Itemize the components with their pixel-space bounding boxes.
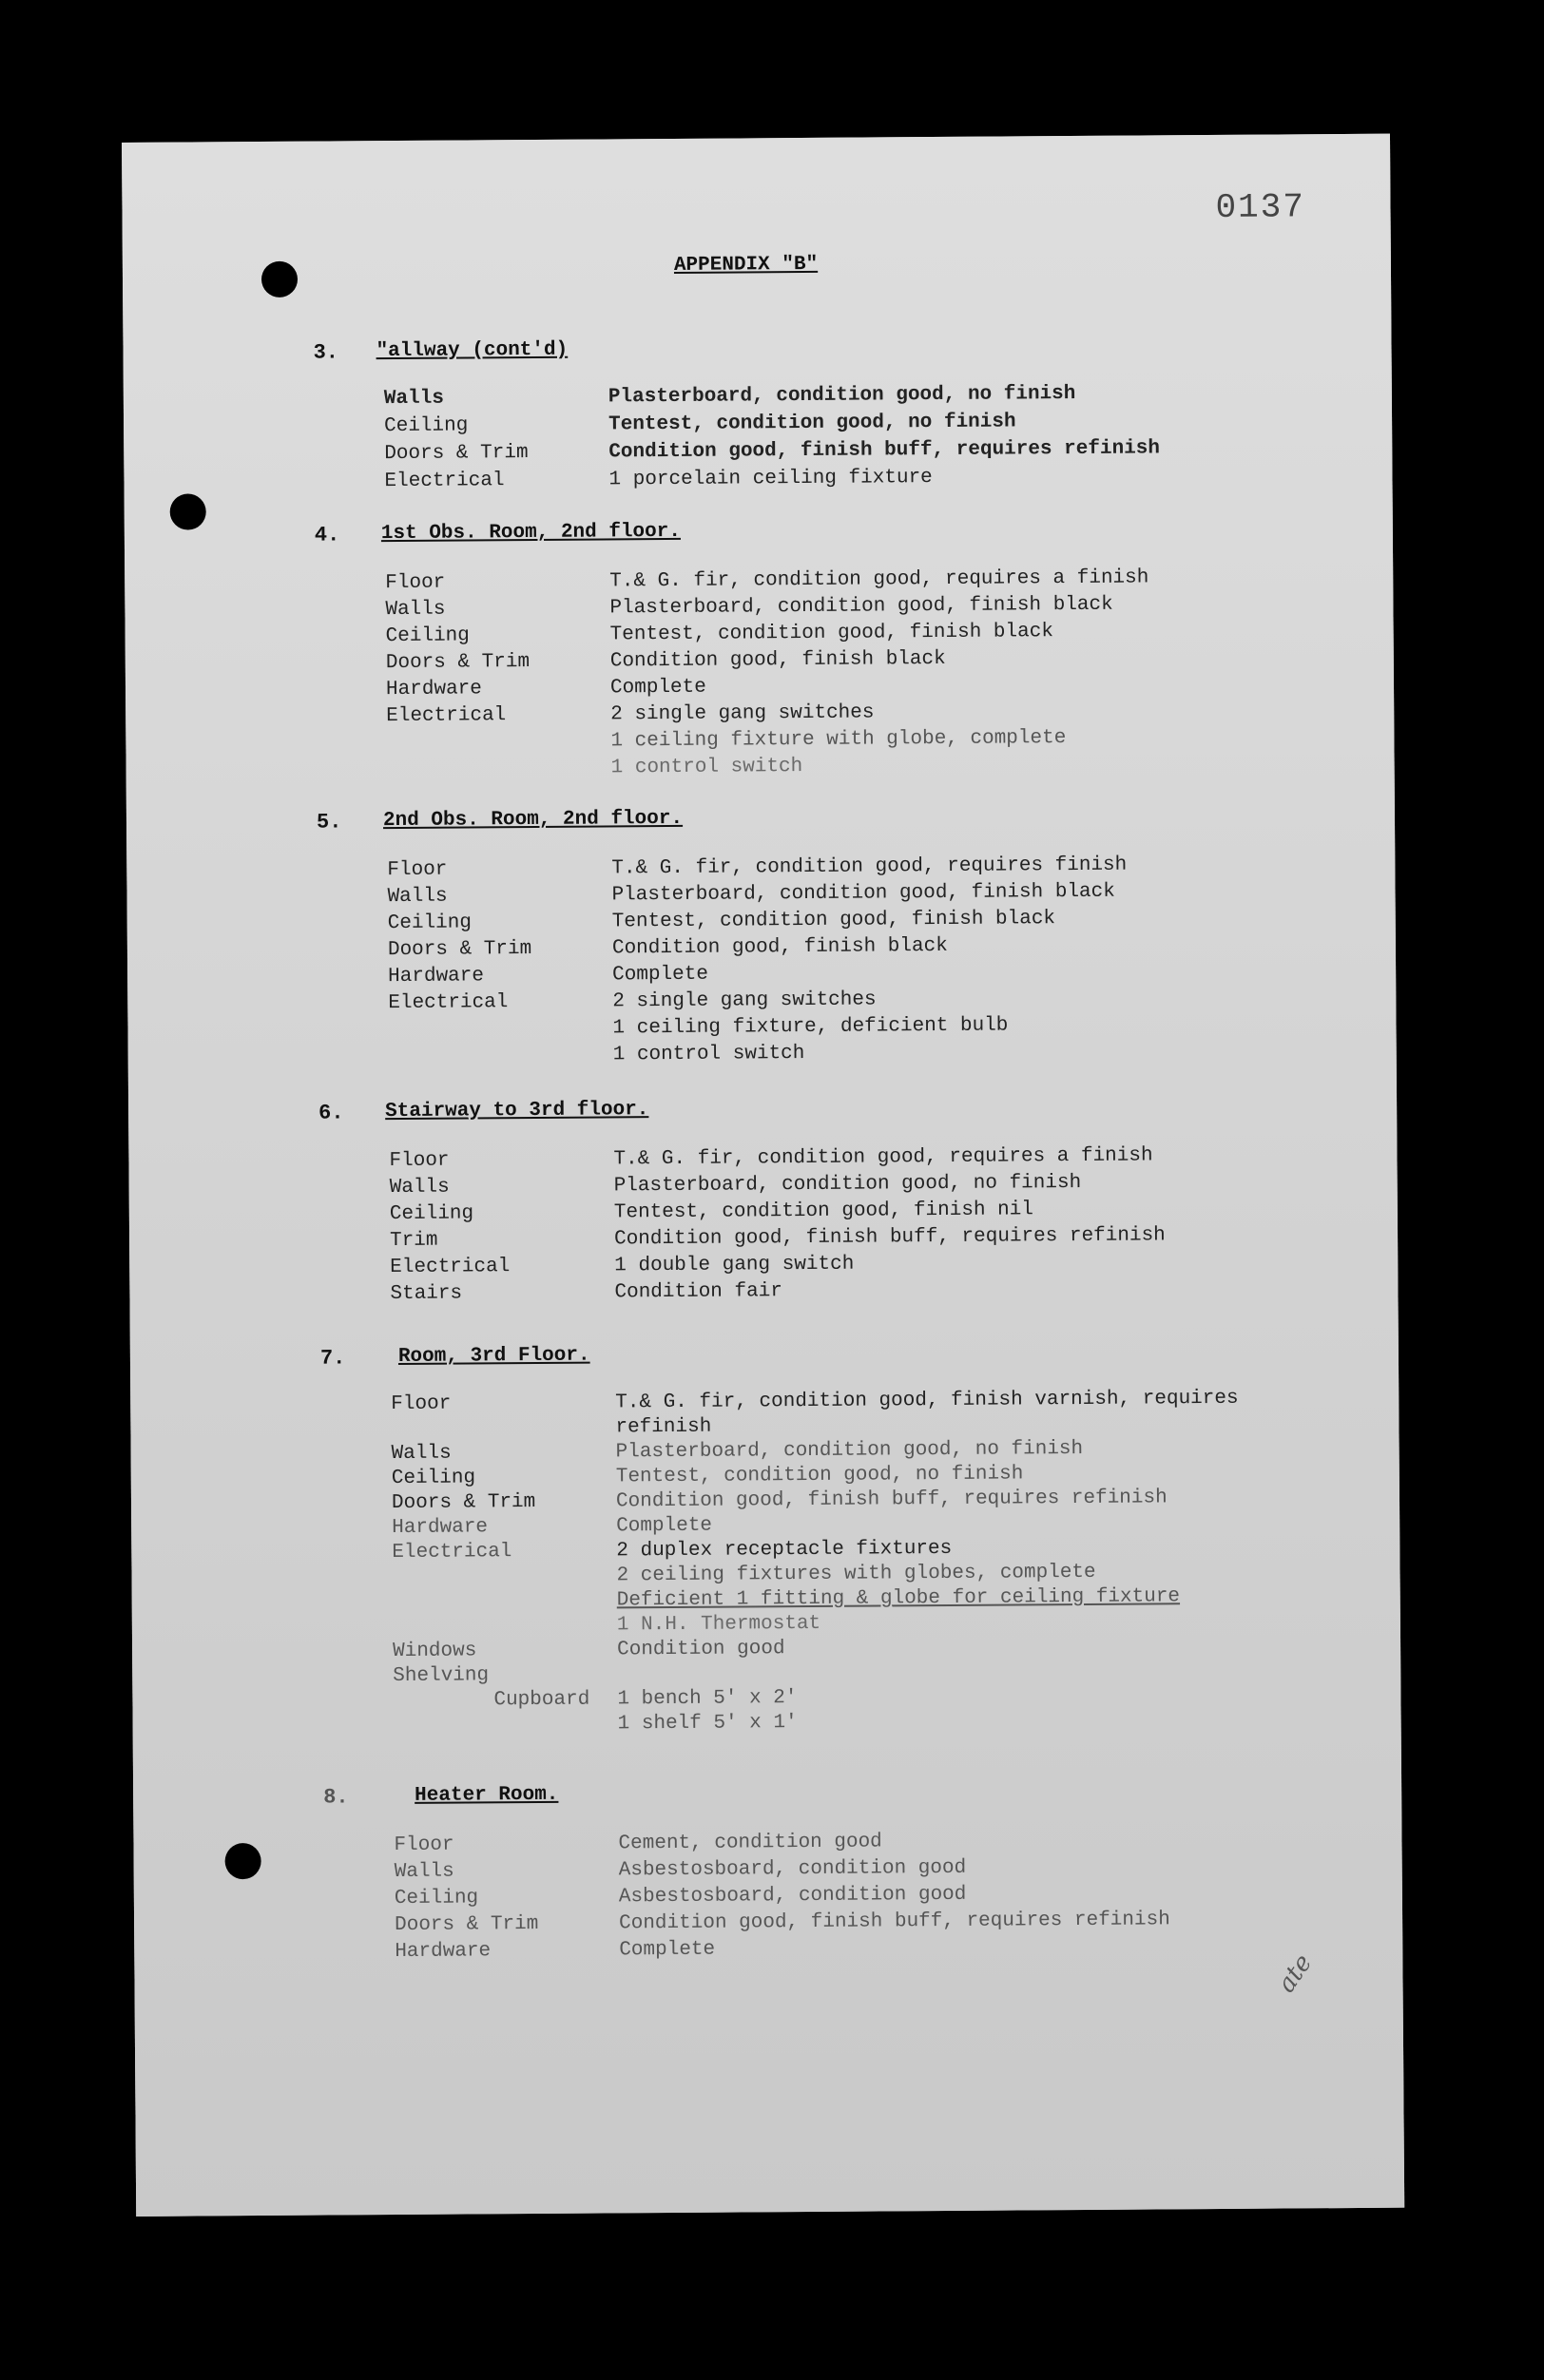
row-value: Tentest, condition good, finish nil [613, 1199, 1034, 1224]
row-value: Condition good, finish buff, requires refinish [619, 1909, 1170, 1935]
row-value: 1 bench 5' x 2' [617, 1687, 798, 1711]
row-label: Ceiling [384, 414, 469, 438]
row-label: Shelving [393, 1664, 490, 1688]
row-value: Tentest, condition good, no finish [615, 1463, 1024, 1488]
punch-hole [261, 261, 298, 298]
section-title: 2nd Obs. Room, 2nd floor. [382, 807, 684, 833]
row-value: refinish [615, 1415, 712, 1439]
row-value: 1 N.H. Thermostat [616, 1612, 821, 1637]
section-title: Stairway to 3rd floor. [385, 1099, 649, 1123]
row-label: Electrical [386, 704, 507, 728]
punch-hole [170, 493, 206, 529]
row-label: Floor [385, 571, 446, 595]
row-value: Complete [612, 963, 709, 987]
row-value: 1 double gang switch [614, 1253, 855, 1277]
row-value: Plasterboard, condition good, no finish [615, 1437, 1084, 1464]
document-page [122, 134, 1404, 2217]
row-value: Condition good, finish black [611, 934, 948, 960]
row-label: Walls [394, 1860, 454, 1884]
row-value: Plasterboard, condition good, no finish [608, 383, 1076, 409]
row-label: Ceiling [394, 1887, 479, 1910]
row-label: Doors & Trim [384, 442, 529, 466]
row-label: Walls [387, 885, 448, 909]
row-value: Cement, condition good [618, 1831, 882, 1855]
row-value: T.& G. fir, condition good, requires finish [611, 854, 1128, 880]
row-label: Doors & Trim [385, 651, 531, 675]
row-label: Doors & Trim [395, 1912, 539, 1937]
section-number: 7. [319, 1346, 346, 1371]
row-value: 2 single gang switches [610, 701, 875, 726]
row-label: Electrical [392, 1541, 512, 1564]
row-value: Condition good [617, 1638, 785, 1661]
row-label: Floor [394, 1833, 454, 1857]
row-value: T.& G. fir, condition good, finish varnish, requires [615, 1387, 1239, 1414]
row-value: Plasterboard, condition good, finish black [609, 593, 1113, 620]
section-title: "allway (cont'd) [376, 338, 569, 363]
row-label: Floor [387, 858, 448, 882]
row-value: 1 ceiling fixture with globe, complete [610, 727, 1067, 753]
row-value: Complete [609, 676, 706, 700]
row-value: Complete [616, 1514, 713, 1538]
row-value: Condition fair [614, 1280, 782, 1304]
section-title: 1st Obs. Room, 2nd floor. [380, 520, 682, 546]
section-number: 3. [313, 340, 339, 365]
row-value: 1 porcelain ceiling fixture [608, 467, 933, 491]
section-number: 5. [316, 810, 342, 835]
row-value: T.& G. fir, condition good, requires a finish [613, 1144, 1153, 1171]
row-value: 1 control switch [612, 1043, 805, 1066]
row-value: Condition good, finish buff, requires refinish [615, 1487, 1168, 1513]
row-label: Windows [393, 1640, 477, 1663]
row-label: Cupboard [493, 1688, 590, 1712]
row-label: Ceiling [385, 624, 470, 648]
row-label: Hardware [385, 678, 482, 701]
row-value: Condition good, finish black [609, 647, 946, 673]
row-label: Floor [391, 1392, 452, 1416]
row-value: 2 ceiling fixtures with globes, complete [616, 1561, 1096, 1587]
row-label: Electrical [384, 470, 505, 493]
row-label: Doors & Trim [391, 1490, 536, 1515]
row-value: Plasterboard, condition good, finish black [611, 880, 1115, 907]
row-value: Plasterboard, condition good, no finish [613, 1171, 1082, 1198]
row-value: Condition good, finish buff, requires refinish [608, 437, 1161, 464]
row-label: Floor [389, 1149, 450, 1173]
section-4 [125, 516, 1393, 779]
row-value: 1 ceiling fixture, deficient bulb [612, 1014, 1009, 1040]
row-value: 1 shelf 5' x 1' [617, 1712, 798, 1736]
row-value: 2 duplex receptacle fixtures [616, 1537, 953, 1563]
row-label: Electrical [388, 991, 509, 1015]
row-value: Tentest, condition good, no finish [608, 411, 1016, 436]
section-number: 4. [314, 523, 340, 547]
row-label: Walls [391, 1442, 452, 1466]
row-label: Doors & Trim [387, 938, 532, 962]
section-6 [128, 1094, 1397, 1306]
row-label: Hardware [395, 1940, 492, 1964]
section-number: 6. [318, 1101, 344, 1125]
row-label: Walls [389, 1176, 450, 1200]
handwritten-mark: ate [1272, 1948, 1319, 1998]
row-label: Hardware [392, 1516, 489, 1540]
page-number: 0137 [1215, 187, 1306, 227]
row-value: Tentest, condition good, finish black [609, 621, 1053, 646]
row-value: Deficient 1 fitting & globe for ceiling fixture [616, 1585, 1181, 1612]
section-number: 8. [323, 1785, 349, 1810]
row-label: Walls [385, 598, 446, 622]
row-value: Complete [619, 1938, 716, 1962]
row-label: Ceiling [387, 912, 473, 935]
row-label: Ceiling [391, 1467, 476, 1490]
row-value: Condition good, finish buff, requires refinish [613, 1224, 1166, 1251]
row-value: 1 control switch [610, 756, 803, 779]
section-8 [133, 1778, 1401, 1964]
row-label: Trim [389, 1229, 438, 1253]
row-label: Walls [383, 387, 444, 411]
section-3 [123, 334, 1391, 493]
row-value: T.& G. fir, condition good, requires a finish [609, 566, 1149, 593]
appendix-heading: APPENDIX "B" [673, 253, 819, 277]
row-value: Asbestosboard, condition good [618, 1883, 967, 1909]
row-value: Tentest, condition good, finish black [611, 908, 1056, 933]
row-label: Hardware [388, 965, 485, 988]
row-label: Stairs [390, 1282, 463, 1306]
row-value: 2 single gang switches [612, 988, 877, 1013]
section-5 [126, 803, 1395, 1066]
section-title: Room, 3rd Floor. [397, 1344, 590, 1368]
row-label: Electrical [390, 1256, 511, 1279]
row-label: Ceiling [389, 1202, 474, 1226]
section-7 [130, 1339, 1399, 1736]
section-title: Heater Room. [415, 1783, 559, 1807]
row-value: Asbestosboard, condition good [618, 1856, 967, 1882]
